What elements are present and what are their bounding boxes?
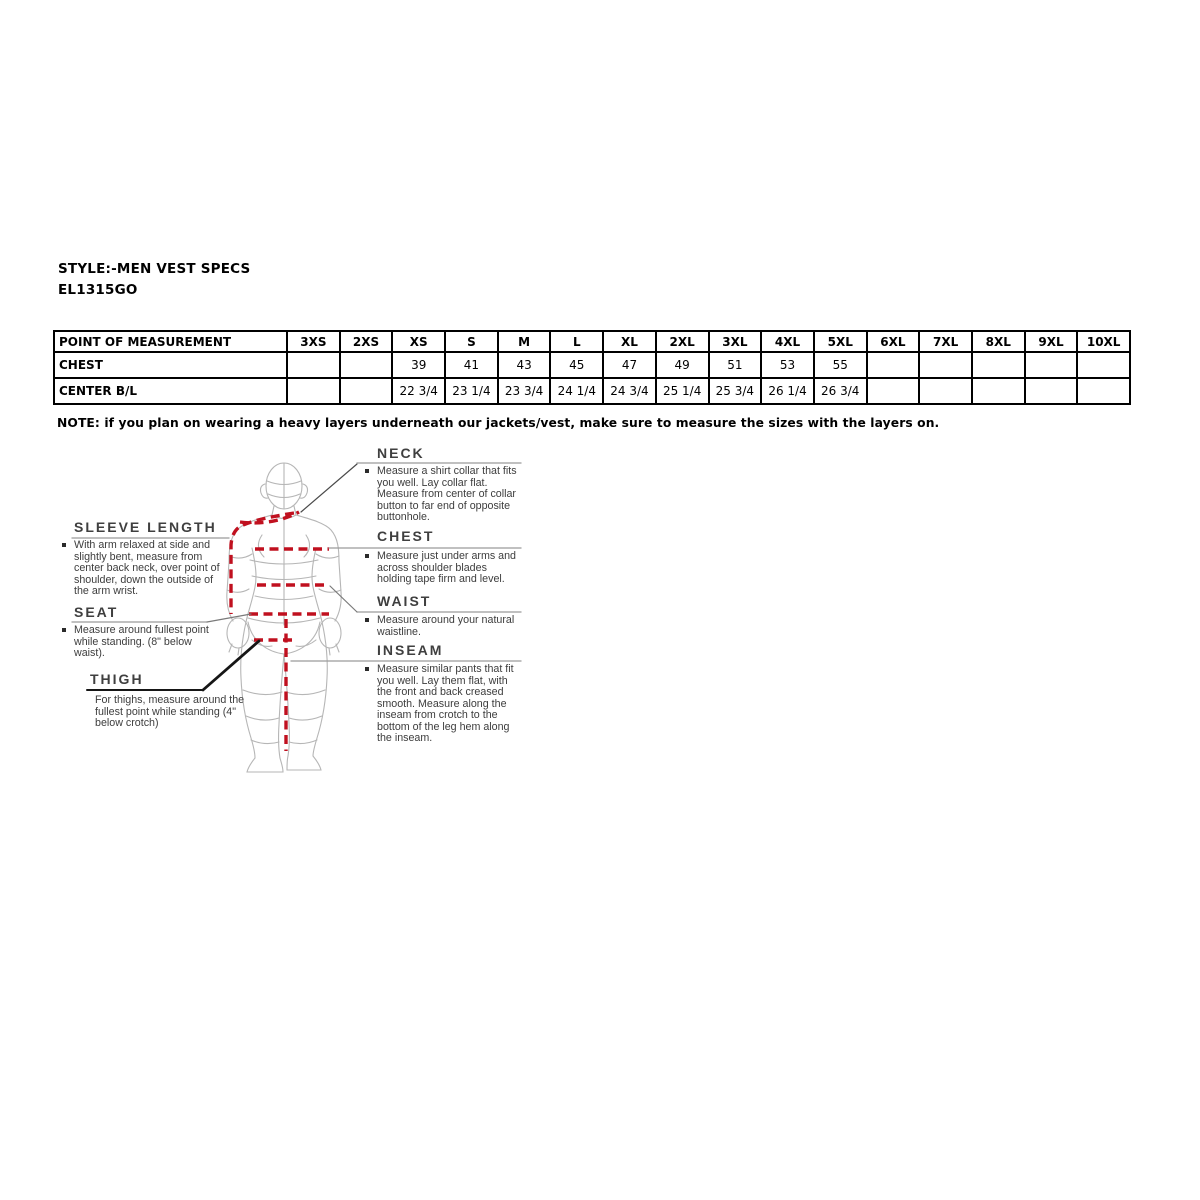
section-title-chest: CHEST bbox=[377, 528, 435, 544]
table-cell: 51 bbox=[709, 352, 762, 378]
column-header: 8XL bbox=[972, 331, 1025, 352]
table-cell: 25 3/4 bbox=[709, 378, 762, 404]
section-title-seat: SEAT bbox=[74, 604, 119, 620]
column-header: 4XL bbox=[761, 331, 814, 352]
table-cell: 25 1/4 bbox=[656, 378, 709, 404]
table-cell: 43 bbox=[498, 352, 551, 378]
note-text: NOTE: if you plan on wearing a heavy layers underneath our jackets/vest, make sure to measure the sizes with the layers on. bbox=[57, 416, 940, 430]
column-header: S bbox=[445, 331, 498, 352]
section-inseam bbox=[365, 664, 523, 745]
column-header: 2XL bbox=[656, 331, 709, 352]
section-seat bbox=[62, 625, 212, 660]
section-text: Measure just under arms and across shoulder blades holding tape firm and level. bbox=[377, 550, 517, 585]
bullet-square-icon bbox=[365, 667, 369, 671]
page-title: STYLE:-MEN VEST SPECS bbox=[58, 261, 251, 277]
table-cell: 55 bbox=[814, 352, 867, 378]
column-header: XL bbox=[603, 331, 656, 352]
row-label: CHEST bbox=[54, 352, 287, 378]
table-cell: 41 bbox=[445, 352, 498, 378]
section-neck bbox=[365, 466, 520, 524]
table-cell: 24 3/4 bbox=[603, 378, 656, 404]
column-header: 7XL bbox=[919, 331, 972, 352]
section-title-thigh: THIGH bbox=[90, 671, 144, 687]
table-cell: 53 bbox=[761, 352, 814, 378]
waist-callout-line bbox=[330, 586, 357, 612]
section-chest bbox=[365, 551, 523, 586]
section-text: With arm relaxed at side and slightly bent, measure from center back neck, over point of shoulder, down the outside of the arm wrist. bbox=[74, 539, 220, 597]
column-header: 2XS bbox=[340, 331, 393, 352]
bullet-square-icon bbox=[365, 554, 369, 558]
column-header: 5XL bbox=[814, 331, 867, 352]
bullet-square-icon bbox=[365, 618, 369, 622]
section-text: Measure around your natural waistline. bbox=[377, 614, 515, 638]
column-header: POINT OF MEASUREMENT bbox=[54, 331, 287, 352]
bullet-square-icon bbox=[365, 469, 369, 473]
section-text: Measure similar pants that fit you well. Lay them flat, with the front and back creased smooth. Measure along the inseam from crotch to the bottom of the leg hem along the inseam. bbox=[377, 663, 514, 744]
section-text: Measure a shirt collar that fits you well. Lay collar flat. Measure from center of collar button to far end of opposite buttonhole. bbox=[377, 465, 517, 523]
section-title-inseam: INSEAM bbox=[377, 642, 444, 658]
section-title-neck: NECK bbox=[377, 445, 425, 461]
section-sleeve-length bbox=[62, 540, 224, 598]
style-code: EL1315GO bbox=[58, 282, 138, 298]
column-header: L bbox=[550, 331, 603, 352]
column-header: 3XL bbox=[709, 331, 762, 352]
section-title-waist: WAIST bbox=[377, 593, 432, 609]
table-cell: 26 1/4 bbox=[761, 378, 814, 404]
column-header: 9XL bbox=[1025, 331, 1078, 352]
section-text: For thighs, measure around the fullest point while standing (4" below crotch) bbox=[95, 694, 245, 729]
bullet-square-icon bbox=[62, 543, 66, 547]
column-header: 3XS bbox=[287, 331, 340, 352]
row-label: CENTER B/L bbox=[54, 378, 287, 404]
table-cell: 49 bbox=[656, 352, 709, 378]
table-cell: 26 3/4 bbox=[814, 378, 867, 404]
section-waist bbox=[365, 615, 515, 638]
table-cell: 23 1/4 bbox=[445, 378, 498, 404]
table-cell: 23 3/4 bbox=[498, 378, 551, 404]
bullet-square-icon bbox=[62, 628, 66, 632]
section-thigh bbox=[95, 695, 250, 730]
column-header: 6XL bbox=[867, 331, 920, 352]
column-header: XS bbox=[392, 331, 445, 352]
table-cell: 22 3/4 bbox=[392, 378, 445, 404]
column-header: 10XL bbox=[1077, 331, 1130, 352]
column-header: M bbox=[498, 331, 551, 352]
neck-callout-line bbox=[301, 464, 357, 512]
table-cell: 45 bbox=[550, 352, 603, 378]
table-cell: 24 1/4 bbox=[550, 378, 603, 404]
table-cell: 47 bbox=[603, 352, 656, 378]
section-text: Measure around fullest point while standing. (8" below waist). bbox=[74, 624, 209, 659]
table-cell: 39 bbox=[392, 352, 445, 378]
section-title-sleeve-length: SLEEVE LENGTH bbox=[74, 519, 217, 535]
